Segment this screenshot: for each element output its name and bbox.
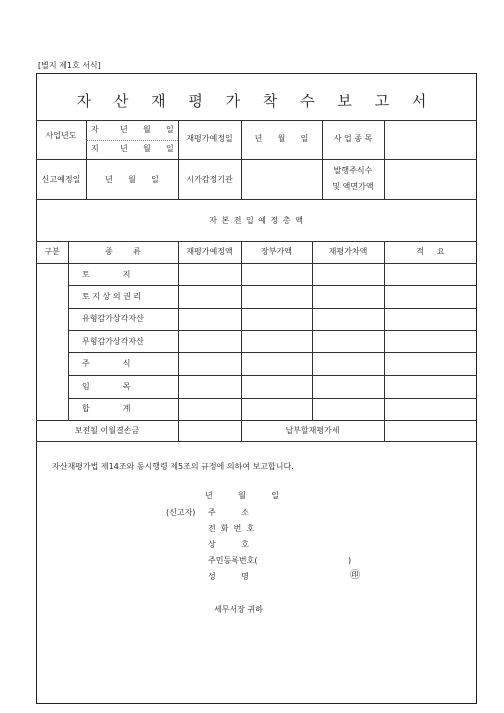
column-header: 종 류 [105,247,141,256]
table-col-line [68,241,69,420]
table-row-label: 토 지 상 의 권 리 [82,292,142,301]
recipient-text: 세무서장 귀하 [214,605,263,614]
table-row-line [68,330,477,331]
divider [36,420,477,421]
table-row-label: 합 계 [82,404,131,413]
table-row-label: 임 목 [82,382,131,391]
business-type-label: 사 업 종 목 [333,134,373,143]
revaluation-date: 년 월 일 [254,134,309,143]
divider [36,241,477,242]
face-value-label: 및 액면가액 [332,182,374,191]
table-row-label: 주 식 [82,359,131,368]
column-header: 적 요 [416,247,445,256]
divider [86,120,87,199]
table-row-line [68,308,477,309]
from-label: 자 [91,125,99,134]
table-row-line [68,375,477,376]
table-col-line [178,241,179,420]
to-date: 년 월 일 [120,144,174,153]
divider [86,140,178,141]
table-row-line [68,352,477,353]
table-col-line [384,241,385,420]
table-row-label: 무형감가상각자산 [82,337,144,346]
divider [36,263,477,264]
divider [384,420,385,441]
divider [241,120,242,199]
signature-date: 년 월 일 [205,491,280,500]
divider [384,120,385,199]
id-number-close: ) [348,556,352,565]
page-title: 자 산 재 평 가 착 수 보 고 서 [76,92,436,110]
phone-label: 전 화 번 호 [208,524,255,533]
divider [36,441,477,442]
table-col-line [312,241,313,420]
capital-section-label: 자 본 전 입 예 정 총 액 [209,216,304,225]
divider [36,159,477,160]
form-label: [별지 제1호 서식] [38,61,101,70]
statement-text: 자산재평가법 제14조와 동시행령 제5조의 규정에 의하여 보고합니다. [52,462,294,471]
id-number-label: 주민등록번호( [208,556,258,565]
table-col-line [241,241,242,420]
reporter-label: (신고자) [166,508,196,517]
column-header: 구분 [44,247,60,256]
table-row-line [68,398,477,399]
divider [178,120,179,199]
business-year-label: 사업년도 [45,131,77,140]
divider [36,199,477,200]
seal-icon: ㊞ [350,570,360,581]
table-row-label: 유형감가상각자산 [82,314,144,323]
to-label: 지 [91,144,99,153]
loss-carryforward-label: 보전될 이월결손금 [74,426,140,435]
from-date: 년 월 일 [120,125,174,134]
trade-name-label: 상 호 [208,540,249,549]
shares-label: 발행주식수 [333,166,373,175]
divider [178,420,179,441]
table-row-label: 토 지 [82,270,131,279]
table-row-line [68,285,477,286]
appraiser-label: 시가감정기관 [186,175,233,184]
report-date: 년 월 일 [105,175,159,184]
divider [36,120,477,121]
column-header: 재평가차액 [328,247,368,256]
address-label: 주 소 [208,508,249,517]
revaluation-date-label: 재평가예정일 [186,134,233,143]
column-header: 재평가예정액 [186,247,233,256]
report-date-label: 신고예정일 [41,175,81,184]
name-label: 성 명 [208,572,249,581]
revaluation-tax-label: 납부할재평가세 [285,426,340,435]
column-header: 장부가액 [261,247,292,256]
